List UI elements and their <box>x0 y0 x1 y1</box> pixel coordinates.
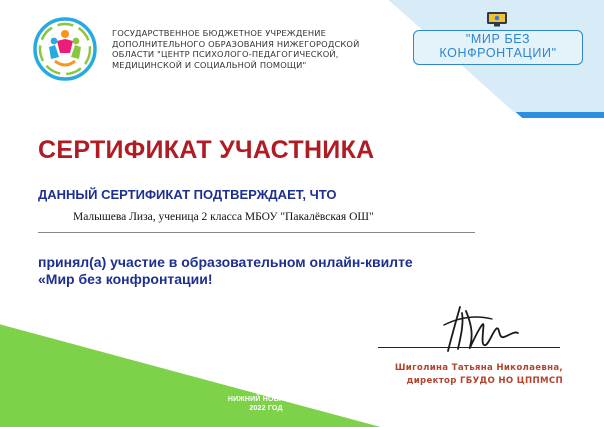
computer-monitor-icon <box>486 11 508 27</box>
organization-name <box>112 28 402 70</box>
recipient-name: Малышева Лиза, ученица 2 класса МБОУ "Пакалёвская ОШ" <box>73 211 374 223</box>
organization-name-line: ОБЛАСТИ "ЦЕНТР ПСИХОЛОГО-ПЕДАГОГИЧЕСКОЙ, <box>112 49 339 60</box>
banner-line-1: "МИР БЕЗ <box>465 32 531 46</box>
banner-line-2: КОНФРОНТАЦИИ" <box>439 46 557 60</box>
participation-line-1: принял(а) участие в образовательном онлайн-квилте <box>38 254 413 270</box>
recipient-underline <box>38 232 475 233</box>
participation-line-2: «Мир без конфронтации! <box>38 271 213 287</box>
confirm-text: ДАННЫЙ СЕРТИФИКАТ ПОДТВЕРЖДАЕТ, ЧТО <box>38 187 337 202</box>
year: 2022 ГОД <box>249 405 283 412</box>
signer-name: Шиголина Татьяна Николаевна, <box>394 363 563 373</box>
city-year <box>206 395 326 413</box>
signature <box>430 303 520 357</box>
participation-text <box>38 254 578 288</box>
quilt-name-banner <box>413 30 583 65</box>
city-name: НИЖНИЙ НОВГОРОД <box>227 396 305 403</box>
signer-position: директор ГБУДО НО ЦППМСП <box>406 375 563 386</box>
banner-text <box>414 32 582 60</box>
certificate-title: СЕРТИФИКАТ УЧАСТНИКА <box>38 136 375 164</box>
organization-name-line: МЕДИЦИНСКОЙ И СОЦИАЛЬНОЙ ПОМОЩИ" <box>112 59 307 70</box>
signer-block <box>310 362 563 387</box>
organization-name-line: ДОПОЛНИТЕЛЬНОГО ОБРАЗОВАНИЯ НИЖЕГОРОДСКОЙ <box>112 38 360 49</box>
organization-logo-icon <box>33 17 97 81</box>
organization-name-line: ГОСУДАРСТВЕННОЕ БЮДЖЕТНОЕ УЧРЕЖДЕНИЕ <box>112 28 327 38</box>
